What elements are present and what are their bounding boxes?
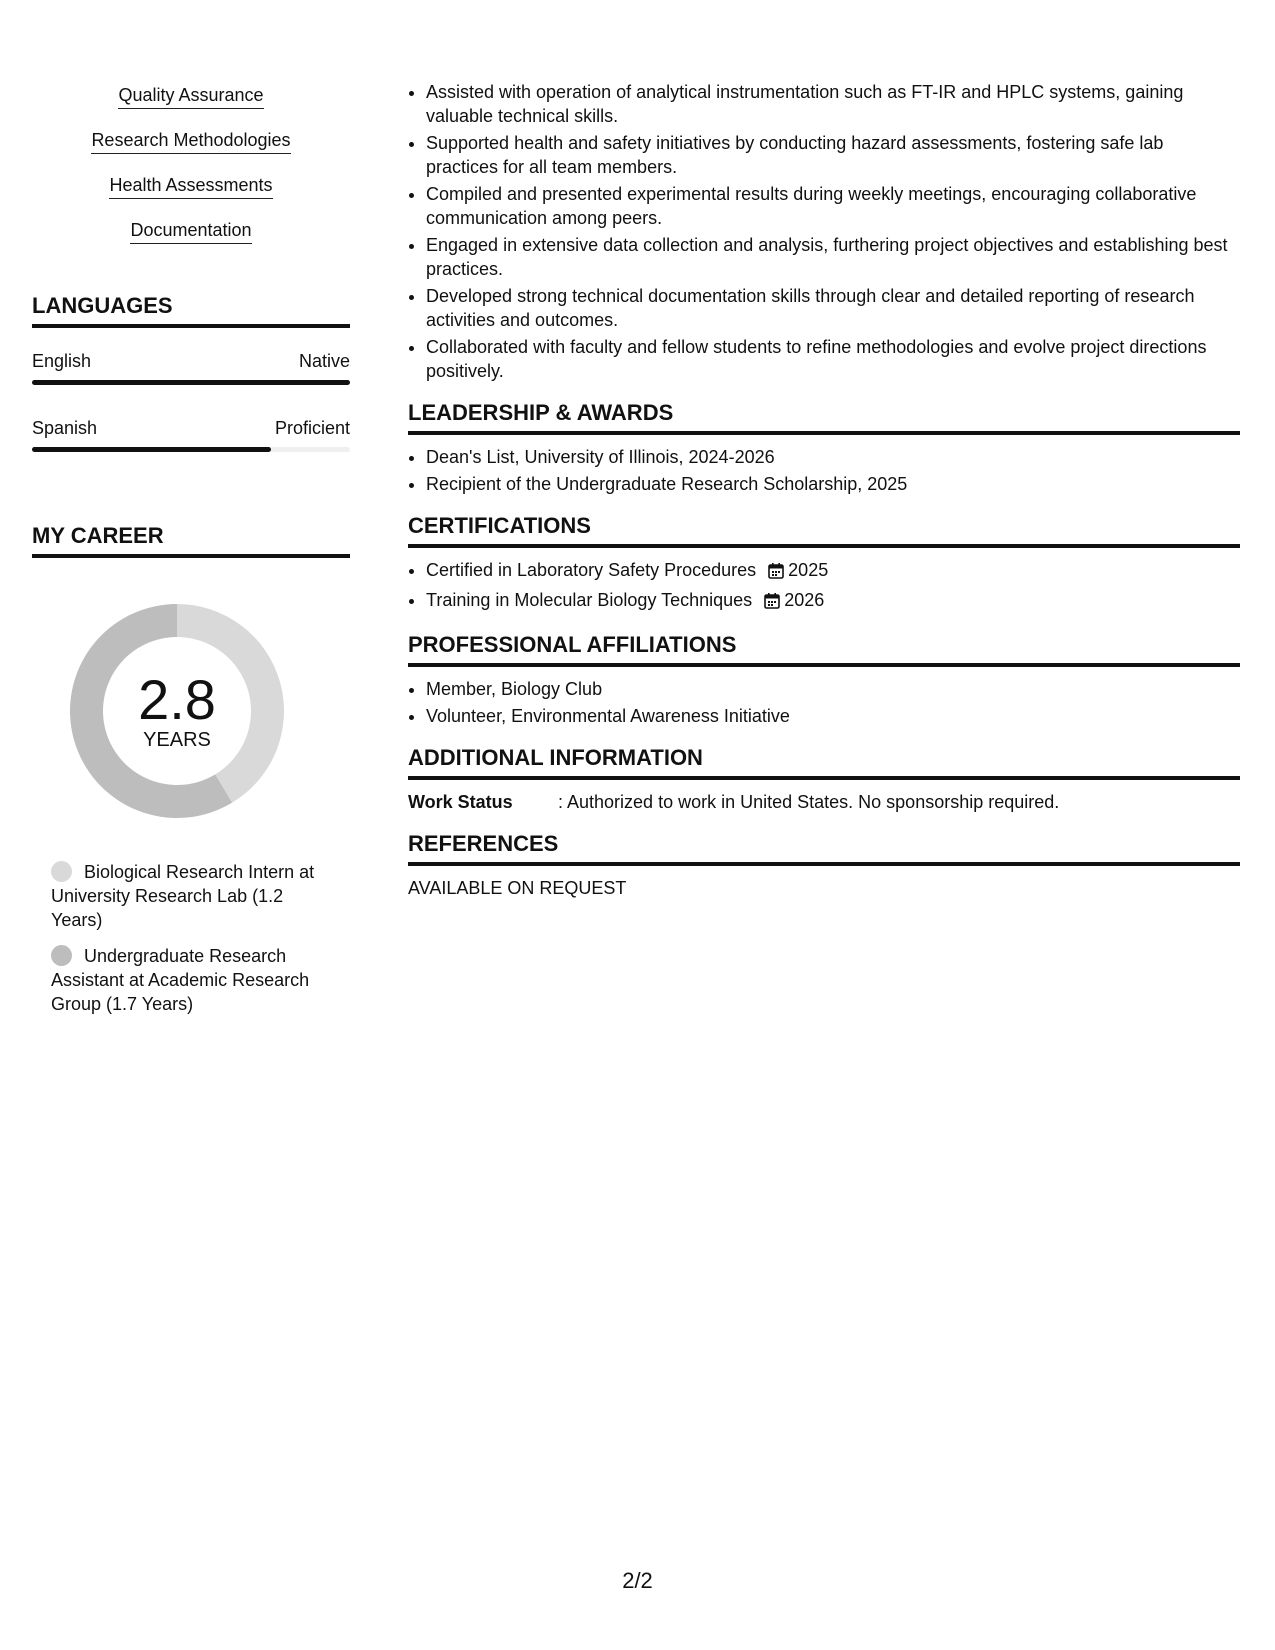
- affiliations-heading: PROFESSIONAL AFFILIATIONS: [408, 631, 1240, 667]
- certification-year: 2026: [784, 590, 825, 610]
- language-item: [32, 417, 350, 452]
- experience-bullet: • Assisted with operation of analytical instrumentation such as FT-IR and HPLC systems, gaining valuable technical skills.: [426, 80, 1240, 128]
- language-name: English: [32, 351, 92, 371]
- career-legend-label: Biological Research Intern at University Research Lab (1.2 Years): [51, 862, 315, 930]
- references-text: AVAILABLE ON REQUEST: [408, 878, 627, 898]
- career-legend-item: [51, 860, 331, 932]
- work-status-value: : Authorized to work in United States. No sponsorship required.: [558, 792, 1060, 812]
- leadership-item: • Dean's List, University of Illinois, 2024-2026: [426, 445, 1240, 469]
- experience-bullets: [408, 80, 1240, 383]
- additional-info-section: [408, 744, 1240, 814]
- language-name: Spanish: [32, 418, 98, 438]
- skill-tag: Health Assessments: [109, 174, 272, 199]
- calendar-icon: [768, 561, 784, 585]
- career-total-unit: YEARS: [143, 729, 211, 751]
- skill-tag: Documentation: [130, 219, 251, 244]
- certifications-section: [408, 512, 1240, 615]
- affiliation-item: • Volunteer, Environmental Awareness Initiative: [426, 704, 1240, 728]
- calendar-icon: [764, 591, 780, 615]
- skills-list: [32, 84, 350, 264]
- page-number: 2/2: [622, 1568, 653, 1593]
- right-column: [408, 80, 1240, 900]
- career-donut-chart: [62, 596, 292, 826]
- experience-bullet: • Supported health and safety initiatives by conducting hazard assessments, fostering safe lab practices for all team members.: [426, 131, 1240, 179]
- additional-info-heading: ADDITIONAL INFORMATION: [408, 744, 1240, 780]
- experience-bullet: • Collaborated with faculty and fellow students to refine methodologies and evolve project directions positively.: [426, 335, 1240, 383]
- affiliations-section: [408, 631, 1240, 728]
- certification-name: Certified in Laboratory Safety Procedures: [426, 560, 757, 580]
- language-level: Native: [298, 351, 350, 371]
- affiliation-item: • Member, Biology Club: [426, 677, 1240, 701]
- language-proficiency-bar: [32, 380, 350, 385]
- work-status-label: Work Status: [408, 792, 513, 812]
- language-proficiency-bar: [32, 447, 350, 452]
- language-proficiency-fill: [32, 447, 271, 452]
- skill-tag: Research Methodologies: [91, 129, 290, 154]
- language-level: Proficient: [274, 418, 350, 438]
- career-legend-item: [51, 944, 331, 1016]
- language-proficiency-fill: [32, 380, 350, 385]
- references-heading: REFERENCES: [408, 830, 1240, 866]
- left-column: [32, 84, 350, 1028]
- certifications-heading: CERTIFICATIONS: [408, 512, 1240, 548]
- career-section: [32, 522, 350, 1016]
- experience-bullet: • Developed strong technical documentation skills through clear and detailed reporting of research activities and outcomes.: [426, 284, 1240, 332]
- legend-dot: [51, 861, 72, 882]
- languages-heading: LANGUAGES: [32, 292, 350, 328]
- certification-item: [426, 558, 1240, 585]
- legend-dot: [51, 945, 72, 966]
- certification-name: Training in Molecular Biology Techniques: [426, 590, 753, 610]
- leadership-item: • Recipient of the Undergraduate Research Scholarship, 2025: [426, 472, 1240, 496]
- skill-tag: Quality Assurance: [118, 84, 263, 109]
- certification-year: 2025: [788, 560, 829, 580]
- certification-item: [426, 588, 1240, 615]
- languages-section: [32, 292, 350, 452]
- career-heading: MY CAREER: [32, 522, 350, 558]
- career-legend: [51, 860, 331, 1016]
- leadership-heading: LEADERSHIP & AWARDS: [408, 399, 1240, 435]
- experience-bullet: • Engaged in extensive data collection and analysis, furthering project objectives and establishing best practices.: [426, 233, 1240, 281]
- career-legend-label: Undergraduate Research Assistant at Academic Research Group (1.7 Years): [51, 946, 310, 1014]
- experience-bullet: • Compiled and presented experimental results during weekly meetings, encouraging collaborative communication among peers.: [426, 182, 1240, 230]
- career-total-years: 2.8: [138, 668, 216, 731]
- references-section: [408, 830, 1240, 900]
- language-item: [32, 350, 350, 385]
- leadership-section: [408, 399, 1240, 496]
